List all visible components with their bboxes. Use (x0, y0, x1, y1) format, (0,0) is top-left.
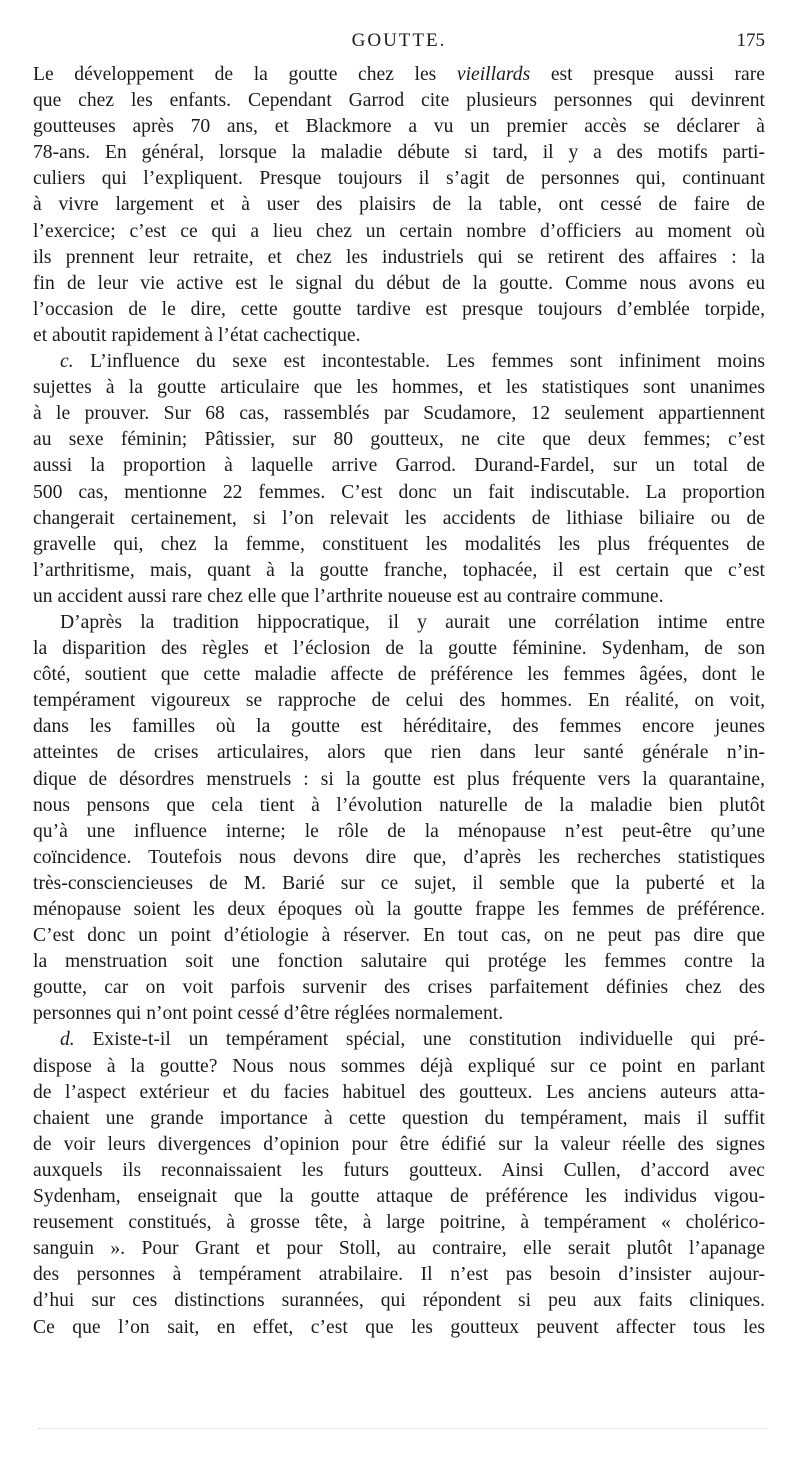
text-line: personnes qui n’ont point cessé d’être réglées normalement. (33, 1003, 504, 1025)
text-line: auxquels ils reconnaissaient les futurs goutteux. Ainsi Cullen, d’accord avec (33, 1159, 765, 1181)
footer-rule (38, 1428, 768, 1431)
text-line: chaient une grande importance à cette question du tempérament, mais il suffit (33, 1107, 765, 1129)
text-line: sanguin ». Pour Grant et pour Stoll, au contraire, elle serait plutôt l’apanage (33, 1238, 765, 1260)
text-line: tempérament vigoureux se rapproche de celui des hommes. En réalité, on voit, (33, 690, 765, 712)
text-line: goutte, car on voit parfois survenir des crises parfaitement définies chez des (33, 977, 765, 999)
text-line: 500 cas, mentionne 22 femmes. C’est donc un fait indiscutable. La proportion (33, 481, 765, 503)
italic-term: vieillards (456, 64, 531, 85)
paragraph-start-line: d. Existe-t-il un tempérament spécial, une constitution individuelle qui pré- (60, 1029, 765, 1051)
italic-term: c. (60, 351, 74, 373)
text-line: nous pensons que cela tient à l’évolution naturelle de la maladie bien plutôt (33, 794, 765, 816)
text-line: changerait certainement, si l’on relevait les accidents de lithiase biliaire ou de (33, 507, 765, 529)
text-line: et aboutit rapidement à l’état cachectique. (33, 324, 361, 346)
body-text (33, 62, 765, 1341)
text-line: d’hui sur ces distinctions surannées, qui répondent si peu aux faits cliniques. (33, 1290, 765, 1312)
text-line: ménopause soient les deux époques où la goutte frappe les femmes de préférence. (33, 899, 765, 920)
text-line: C’est donc un point d’étiologie à réserver. En tout cas, on ne peut pas dire que (33, 925, 765, 947)
text-line: Sydenham, enseignait que la goutte attaque de préférence les individus vigou- (33, 1186, 765, 1208)
paragraph-start-line: c. L’influence du sexe est incontestable. Les femmes sont infiniment moins (60, 351, 765, 373)
page-number: 175 (736, 30, 765, 51)
text-line: Le développement de la goutte chez les vieillards est presque aussi rare (33, 64, 765, 85)
text-line: à vivre largement et à user des plaisirs de la table, ont cessé de faire de (33, 194, 765, 216)
text-line: des personnes à tempérament atrabilaire. Il n’est pas besoin d’insister aujour- (33, 1264, 765, 1286)
text-line: de l’aspect extérieur et du facies habituel des goutteux. Les anciens auteurs atta- (33, 1081, 765, 1103)
text-line: un accident aussi rare chez elle que l’arthrite noueuse est au contraire commune. (33, 585, 664, 607)
text-line: reusement constitués, à grosse tête, à large poitrine, à tempérament « cholérico- (33, 1212, 765, 1234)
text-line: dispose à la goutte? Nous nous sommes déjà expliqué sur ce point en parlant (33, 1055, 765, 1077)
text-line: gravelle qui, chez la femme, constituent les modalités les plus fréquentes de (33, 533, 765, 555)
text-line: très-consciencieuses de M. Barié sur ce sujet, il semble que la puberté et la (33, 872, 765, 894)
text-line: l’exercice; c’est ce qui a lieu chez un certain nombre d’officiers au moment où (33, 220, 765, 242)
running-title: GOUTTE. (351, 30, 447, 51)
text-line: au sexe féminin; Pâtissier, sur 80 goutteux, ne cite que deux femmes; c’est (33, 429, 765, 451)
text-line: Ce que l’on sait, en effet, c’est que les goutteux peuvent affecter tous les (33, 1316, 765, 1338)
text-line: à le prouver. Sur 68 cas, rassemblés par Scudamore, 12 seulement appartiennent (33, 403, 765, 425)
text-line: la menstruation soit une fonction salutaire qui protége les femmes contre la (33, 951, 765, 973)
text-line: que chez les enfants. Cependant Garrod cite plusieurs personnes qui devinrent (33, 90, 765, 112)
text-line: goutteuses après 70 ans, et Blackmore a vu un premier accès se déclarer à (33, 116, 765, 138)
text-line: l’occasion de le dire, cette goutte tardive est presque toujours d’emblée torpide, (33, 298, 765, 320)
text-line: aussi la proportion à laquelle arrive Garrod. Durand-Fardel, sur un total de (33, 455, 765, 477)
text-line: dans les familles où la goutte est héréditaire, des femmes encore jeunes (33, 716, 765, 738)
text-line: la disparition des règles et l’éclosion de la goutte féminine. Sydenham, de son (33, 638, 765, 660)
text-line: dique de désordres menstruels : si la goutte est plus fréquente vers la quarantaine, (33, 768, 765, 790)
text-line: sujettes à la goutte articulaire que les hommes, et les statistiques sont unanimes (33, 377, 765, 399)
text-line: atteintes de crises articulaires, alors que rien dans leur santé générale n’in- (33, 742, 765, 764)
paragraph-start-line: D’après la tradition hippocratique, il y aurait une corrélation intime entre (60, 611, 765, 633)
text-line: 78-ans. En général, lorsque la maladie débute si tard, il y a des motifs parti- (33, 142, 765, 164)
text-line: coïncidence. Toutefois nous devons dire que, d’après les recherches statistiques (33, 846, 765, 868)
text-line: fin de leur vie active est le signal du début de la goutte. Comme nous avons eu (33, 272, 765, 294)
running-head (33, 30, 765, 56)
italic-term: d. (60, 1029, 75, 1051)
text-line: l’arthritisme, mais, quant à la goutte franche, tophacée, il est certain que c’est (33, 559, 765, 581)
text-line: ils prennent leur retraite, et chez les industriels qui se retirent des affaires : la (33, 246, 765, 268)
text-line: culiers qui l’expliquent. Presque toujours il s’agit de personnes qui, continuant (33, 168, 765, 190)
text-line: de voir leurs divergences d’opinion pour être édifié sur la valeur réelle des signes (33, 1133, 765, 1155)
text-line: qu’à une influence interne; le rôle de la ménopause n’est peut-être qu’une (33, 820, 765, 842)
text-line: côté, soutient que cette maladie affecte de préférence les femmes âgées, dont le (33, 664, 765, 686)
